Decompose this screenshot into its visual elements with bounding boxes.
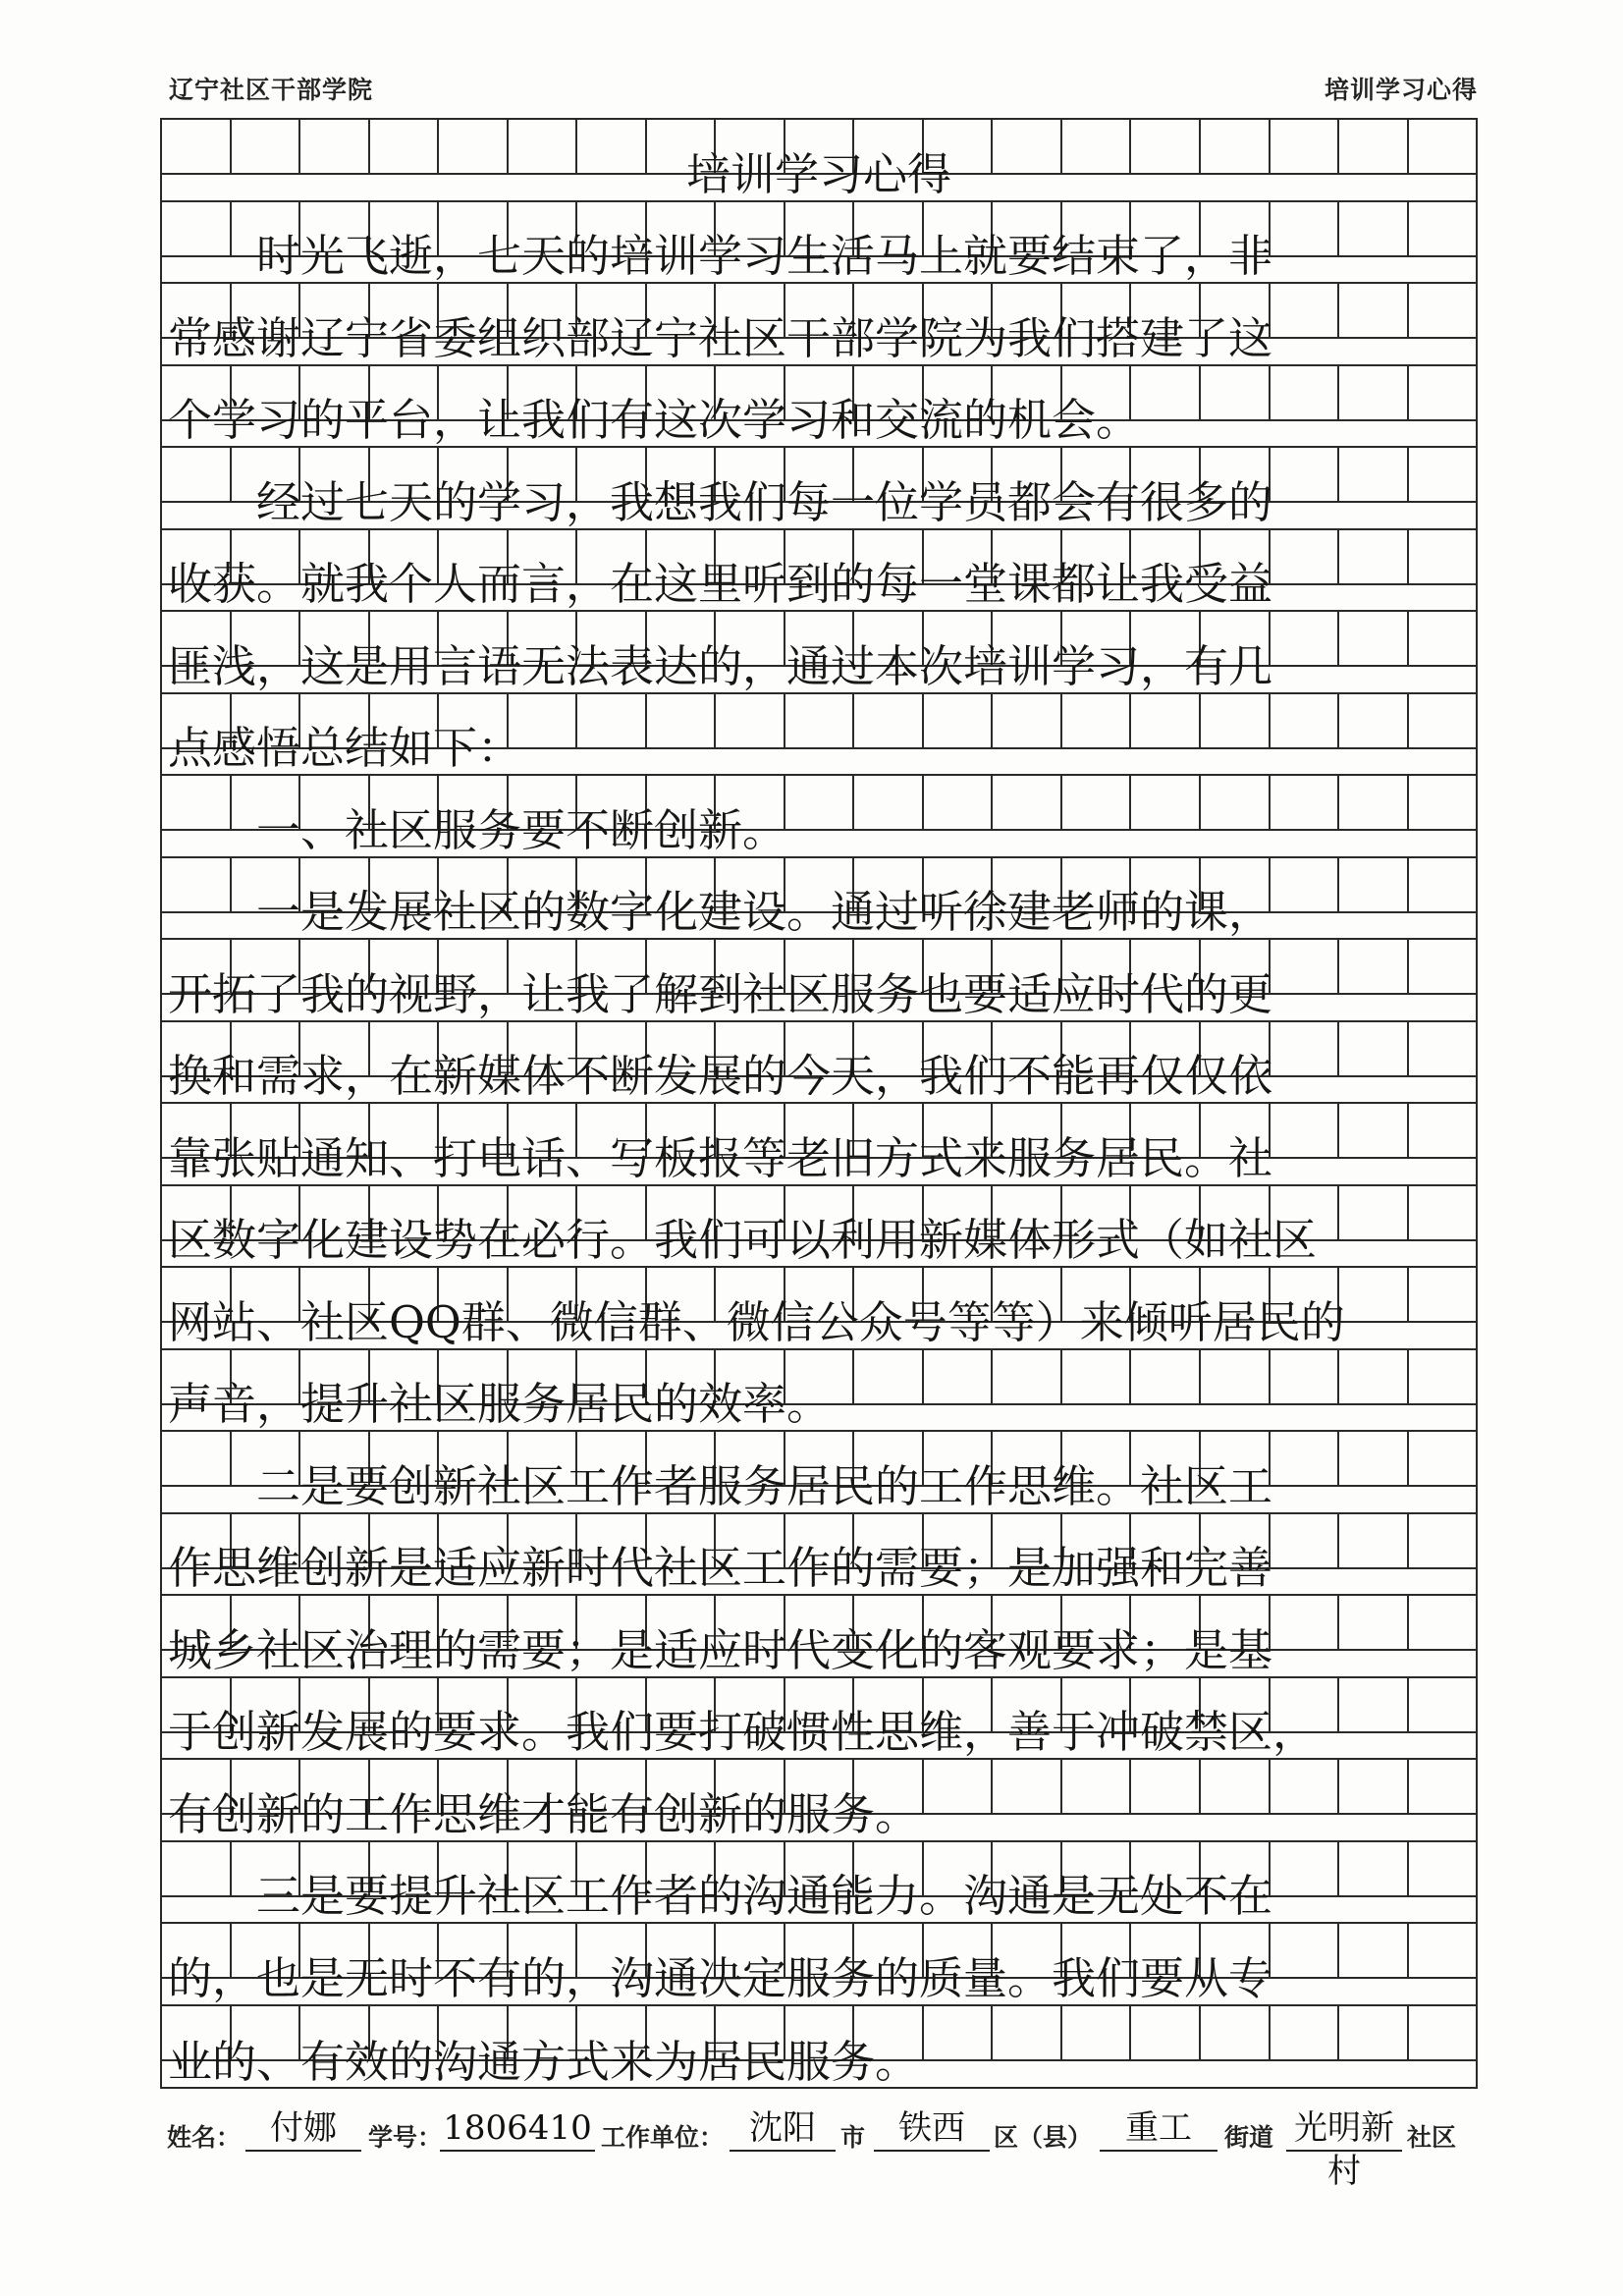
text-row xyxy=(162,940,1476,1022)
name-label: 姓名： xyxy=(167,2123,242,2152)
student-id-field: 1806410 xyxy=(440,2106,595,2152)
text-row xyxy=(162,2006,1476,2089)
city-field: 沈阳 xyxy=(730,2106,836,2152)
writing-grid-paper xyxy=(160,118,1478,2089)
text-row xyxy=(162,1350,1476,1433)
text-row xyxy=(162,776,1476,858)
handwritten-line: 声音，提升社区服务居民的效率。 xyxy=(168,1378,832,1430)
handwritten-line: 一是发展社区的数字化建设。通过听徐建老师的课， xyxy=(168,886,1273,938)
handwritten-line: 于创新发展的要求。我们要打破惯性思维，善于冲破禁区， xyxy=(168,1706,1318,1758)
street-field: 重工 xyxy=(1100,2106,1217,2152)
text-row xyxy=(162,1514,1476,1597)
text-row xyxy=(162,1022,1476,1105)
text-row xyxy=(162,694,1476,777)
text-row xyxy=(162,1186,1476,1269)
handwritten-line: 一、社区服务要不断创新。 xyxy=(168,803,787,856)
text-row xyxy=(162,858,1476,941)
city-label: 市 xyxy=(840,2123,866,2152)
text-row xyxy=(162,1678,1476,1761)
handwritten-line: 换和需求，在新媒体不断发展的今天，我们不能再仅仅依 xyxy=(168,1050,1273,1102)
text-row xyxy=(162,448,1476,530)
text-row xyxy=(162,1842,1476,1925)
title-row xyxy=(162,120,1476,202)
name-field: 付娜 xyxy=(245,2106,361,2152)
handwritten-line: 作思维创新是适应新时代社区工作的需要；是加强和完善 xyxy=(168,1542,1273,1594)
handwritten-line: 经过七天的学习，我想我们每一位学员都会有很多的 xyxy=(168,475,1273,528)
text-row xyxy=(162,366,1476,449)
handwritten-line: 开拓了我的视野，让我了解到社区服务也要适应时代的更 xyxy=(168,967,1273,1020)
handwritten-line: 点感悟总结如下： xyxy=(168,722,522,774)
handwritten-line: 常感谢辽宁省委组织部辽宁社区干部学院为我们搭建了这 xyxy=(168,311,1273,364)
handwritten-line: 匪浅，这是用言语无法表达的，通过本次培训学习，有几 xyxy=(168,639,1273,692)
handwritten-line: 有创新的工作思维才能有创新的服务。 xyxy=(168,1787,920,1840)
text-row xyxy=(162,1268,1476,1350)
student-id-label: 学号： xyxy=(368,2123,443,2152)
work-unit-label: 工作单位： xyxy=(601,2123,725,2152)
text-row xyxy=(162,612,1476,694)
institution-header: 辽宁社区干部学院 xyxy=(169,76,374,104)
handwritten-line: 靠张贴通知、打电话、写板报等老旧方式来服务居民。社 xyxy=(168,1131,1273,1184)
student-info-footer xyxy=(167,2106,1483,2191)
text-row xyxy=(162,530,1476,613)
community-field: 光明新村 xyxy=(1286,2106,1402,2152)
handwritten-line: 时光飞逝，七天的培训学习生活马上就要结束了，非 xyxy=(168,230,1273,282)
community-label: 社区 xyxy=(1407,2123,1457,2152)
handwritten-line: 区数字化建设势在必行。我们可以利用新媒体形式（如社区 xyxy=(168,1214,1318,1266)
handwritten-line: 网站、社区QQ群、微信群、微信公众号等等）来倾听居民的 xyxy=(168,1295,1345,1348)
form-title-header: 培训学习心得 xyxy=(1324,76,1478,104)
handwritten-line: 城乡社区治理的需要；是适应时代变化的客观要求；是基 xyxy=(168,1623,1273,1676)
handwritten-line: 的，也是无时不有的，沟通决定服务的质量。我们要从专 xyxy=(168,1951,1273,2004)
text-row xyxy=(162,202,1476,285)
district-field: 铁西 xyxy=(874,2106,990,2152)
handwritten-line: 业的、有效的沟通方式来为居民服务。 xyxy=(168,2036,920,2088)
text-row xyxy=(162,1924,1476,2006)
handwritten-line: 二是要创新社区工作者服务居民的工作思维。社区工 xyxy=(168,1459,1273,1512)
street-label: 街道 xyxy=(1224,2123,1274,2152)
text-row xyxy=(162,1760,1476,1842)
essay-title: 培训学习心得 xyxy=(685,147,951,200)
text-row xyxy=(162,284,1476,366)
text-row xyxy=(162,1596,1476,1678)
handwritten-line: 收获。就我个人而言，在这里听到的每一堂课都让我受益 xyxy=(168,558,1273,610)
district-label: 区（县） xyxy=(994,2123,1093,2152)
text-row xyxy=(162,1104,1476,1186)
handwritten-line: 个学习的平台，让我们有这次学习和交流的机会。 xyxy=(168,394,1141,446)
handwritten-line: 三是要提升社区工作者的沟通能力。沟通是无处不在 xyxy=(168,1870,1273,1922)
text-row xyxy=(162,1432,1476,1514)
